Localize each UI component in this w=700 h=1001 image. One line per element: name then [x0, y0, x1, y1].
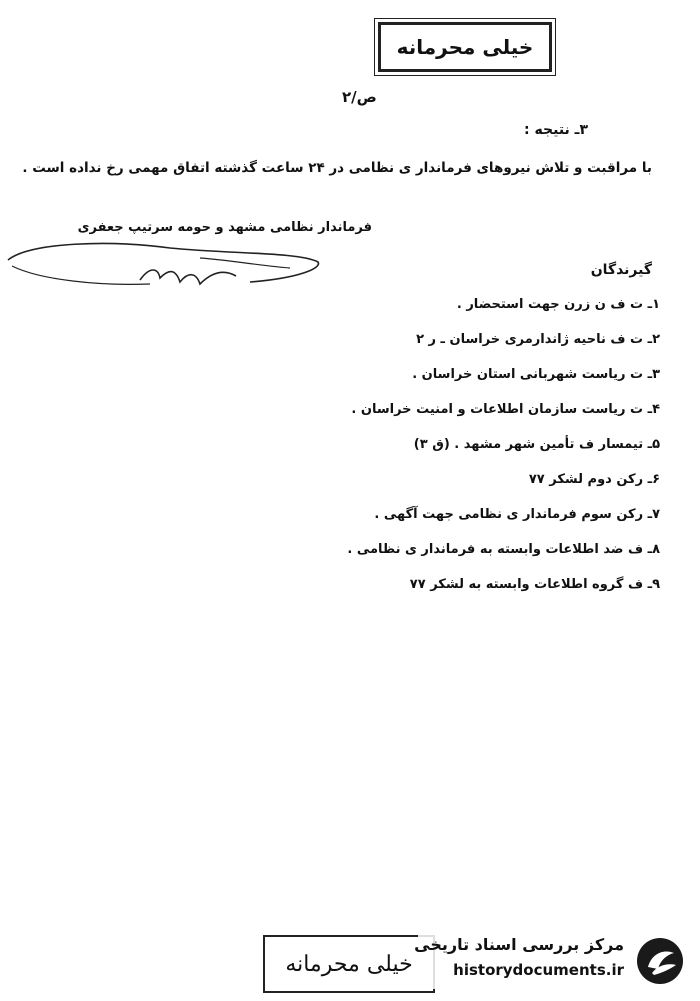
archive-logo-icon [634, 935, 686, 987]
section-heading: ۳ـ نتیجه : [524, 122, 588, 138]
list-item: ۳ـ ت ریاست شهربانی استان خراسان . [412, 367, 660, 382]
classification-stamp-bottom: خیلی محرمانه [263, 935, 435, 993]
list-item: ۶ـ رکن دوم لشکر ۷۷ [528, 472, 660, 487]
classification-stamp-top: خیلی محرمانه [378, 22, 552, 72]
list-item: ۷ـ رکن سوم فرماندار ی نظامی جهت آگهی . [374, 507, 660, 522]
commander-line: فرماندار نظامی مشهد و حومه سرتیپ جعفری [77, 220, 372, 235]
list-item: ۲ـ ت ف ناحیه ژاندارمری خراسان ـ ر ۲ [416, 332, 660, 347]
list-item: ۱ـ ت ف ن زرن جهت استحضار . [456, 297, 660, 312]
source-watermark [414, 933, 690, 989]
list-item: ۵ـ تیمسار ف تأمین شهر مشهد . (ق ۳) [413, 437, 660, 452]
list-item: ۴ـ ت ریاست سازمان اطلاعات و امنیت خراسان . [351, 402, 660, 417]
handwritten-signature [0, 238, 330, 298]
recipients-title: گیرندگان [590, 262, 652, 278]
recipients-list [340, 292, 660, 607]
list-item: ۹ـ ف گروه اطلاعات وابسته به لشکر ۷۷ [409, 577, 660, 592]
list-item: ۸ـ ف ضد اطلاعات وابسته به فرماندار ی نظامی . [347, 542, 660, 557]
watermark-title: مرکز بررسی اسناد تاریخی [414, 935, 624, 954]
result-paragraph: با مراقبت و تلاش نیروهای فرماندار ی نظامی در ۲۴ ساعت گذشته اتفاق مهمی رخ نداده است . [22, 160, 652, 176]
page-number: ص/۲ [342, 88, 377, 106]
watermark-url: historydocuments.ir [453, 961, 624, 979]
